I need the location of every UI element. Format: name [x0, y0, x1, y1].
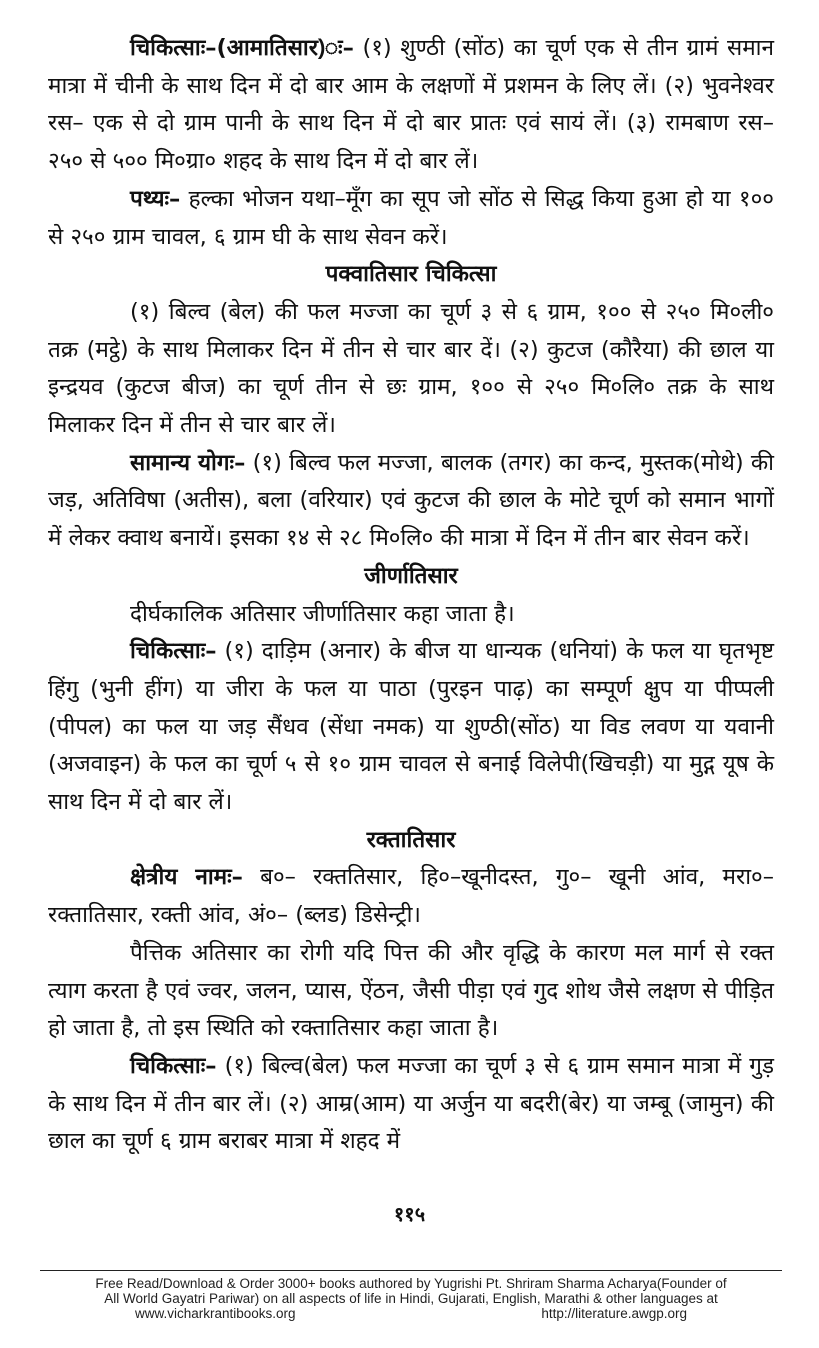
paragraph-text: पैत्तिक अतिसार का रोगी यदि पित्त की और वृद्धि के कारण मल मार्ग से रक्त त्याग करता है एवं ज्वर, जलन, प्यास, ऐंठन, जैसी पीड़ा एवं गुद शोथ जैसे लक्षण से पीड़ित हो जाता है, तो इस स्थिति को रक्तातिसार कहा जाता है। — [48, 939, 774, 1042]
page-body — [48, 30, 774, 1161]
paragraph-text: दीर्घकालिक अतिसार जीर्णातिसार कहा जाता है। — [130, 600, 515, 627]
regional-names-paragraph — [48, 859, 774, 934]
general-formula-paragraph — [48, 445, 774, 558]
diet-paragraph — [48, 181, 774, 256]
paragraph-lead: पथ्यः– — [130, 185, 181, 212]
footer-line-1: Free Read/Download & Order 3000+ books authored by Yugrishi Pt. Shriram Sharma Acharya(Founder of — [95, 1276, 727, 1291]
footer-divider — [40, 1270, 782, 1271]
section-heading-raktatisar: रक्तातिसार — [366, 826, 456, 853]
pakvatisar-treatment-paragraph — [48, 294, 774, 445]
paragraph-lead: चिकित्साः–(आमातिसार)ः– — [130, 35, 354, 61]
page-number: ११५ — [393, 1202, 426, 1226]
paragraph-lead: क्षेत्रीय नामः– — [130, 864, 243, 891]
paragraph-text: (१) शुण्ठी (सोंठ) का चूर्ण एक से तीन ग्रामं समान मात्रा में चीनी के साथ दिन में दो बार आम के लक्षणों में प्रशमन के लिए लें। (२) भुवनेश्वर रस– एक से दो ग्राम पानी के साथ दिन में दो बार प्रातः एवं सायं लें। (३) रामबाण रस– २५० से ५०० मि०ग्रा० शहद के साथ दिन में दो बार लें। — [48, 35, 774, 175]
footer-link-vicharkranti[interactable]: www.vicharkrantibooks.org — [135, 1306, 296, 1321]
jirnatisar-treatment-paragraph — [48, 633, 774, 822]
jirnatisar-definition-paragraph — [48, 596, 774, 634]
paragraph-text: (१) बिल्व फल मज्जा, बालक (तगर) का कन्द, मुस्तक(मोथे) की जड़, अतिविषा (अतीस), बला (वरियार) एवं कुटज की छाल के मोटे चूर्ण को समान भागों में लेकर क्वाथ बनायें। इसका १४ से २८ मि०लि० की मात्रा में दिन में तीन बार सेवन करें। — [48, 449, 774, 552]
paragraph-text: (१) बिल्व(बेल) फल मज्जा का चूर्ण ३ से ६ ग्राम समान मात्रा में गुड़ के साथ दिन में तीन बार लें। (२) आम्र(आम) या अर्जुन या बदरी(बेर) या जम्बू (जामुन) की छाल का चूर्ण ६ ग्राम बराबर मात्रा में शहद में — [48, 1052, 774, 1155]
paragraph-text: हल्का भोजन यथा–मूँग का सूप जो सोंठ से सिद्ध किया हुआ हो या १०० से २५० ग्राम चावल, ६ ग्राम घी के साथ सेवन करें। — [48, 185, 774, 250]
paragraph-lead: सामान्य योगः– — [130, 449, 246, 476]
footer-links — [40, 1306, 782, 1321]
paragraph-lead: चिकित्साः– — [130, 1052, 217, 1079]
footer-line-2: All World Gayatri Pariwar) on all aspects of life in Hindi, Gujarati, English, Marathi & other languages at — [104, 1291, 718, 1306]
raktatisar-description-paragraph — [48, 935, 774, 1048]
footer-link-awgp[interactable]: http://literature.awgp.org — [541, 1306, 687, 1321]
paragraph-lead: चिकित्साः– — [130, 638, 217, 665]
section-heading-jirnatisar: जीर्णातिसार — [364, 562, 458, 589]
paragraph-text: (१) दाड़िम (अनार) के बीज या धान्यक (धनियां) के फल या घृतभृष्ट हिंगु (भुनी हींग) या जीरा के फल या पाठा (पुरइन पाढ़) का सम्पूर्ण क्षुप या पीप्पली (पीपल) का फल या जड़ सैंधव (सेंधा नमक) या शुण्ठी(सोंठ) या विड लवण या यवानी (अजवाइन) के फल का चूर्ण ५ से १० ग्राम चावल से बनाई विलेपी(खिचड़ी) या मुद्ग यूष के साथ दिन में दो बार लें। — [48, 638, 774, 816]
treatment-amatisar-paragraph — [48, 30, 774, 181]
raktatisar-treatment-paragraph — [48, 1048, 774, 1161]
paragraph-text: (१) बिल्व (बेल) की फल मज्जा का चूर्ण ३ से ६ ग्राम, १०० से २५० मि०ली० तक्र (मट्ठे) के साथ मिलाकर दिन में तीन से चार बार दें। (२) कुटज (कौरैया) की छाल या इन्द्रयव (कुटज बीज) का चूर्ण तीन से छः ग्राम, १०० से २५० मि०लि० तक्र के साथ मिलाकर दिन में तीन से चार बार लें। — [48, 298, 774, 439]
paragraph-text: ब०– रक्ततिसार, हि०–खूनीदस्त, गु०– खूनी आंव, मरा०– रक्तातिसार, रक्ती आंव, अं०– (ब्लड) डिसेन्ट्री। — [48, 864, 774, 929]
section-heading-pakvatisar: पक्वातिसार चिकित्सा — [325, 261, 497, 288]
footer — [40, 1276, 782, 1321]
